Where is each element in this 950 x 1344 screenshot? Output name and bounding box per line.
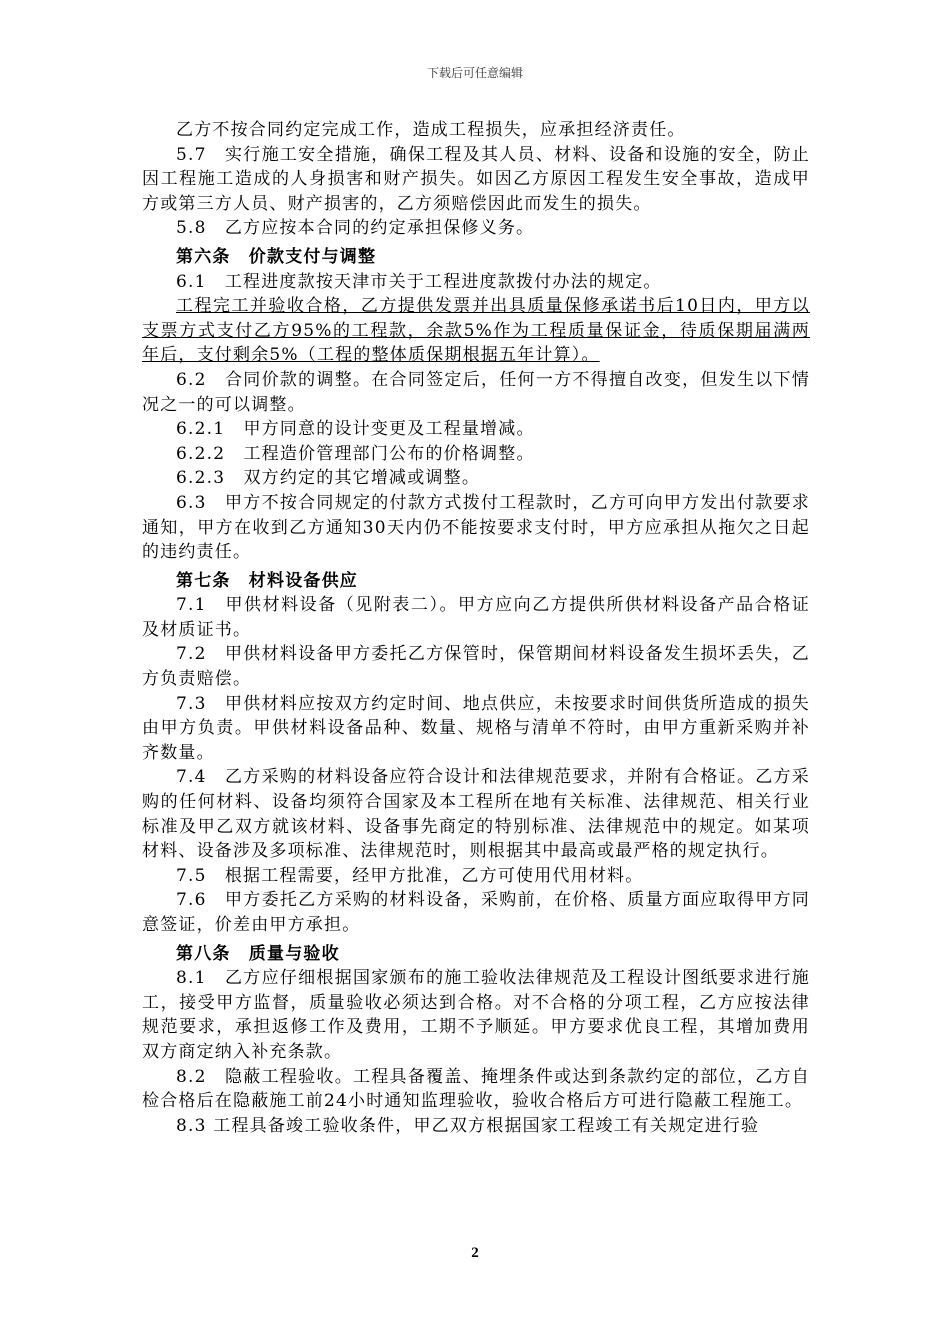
page-number: 2: [471, 1245, 479, 1261]
paragraph: 6.2 合同价款的调整。在合同签定后，任何一方不得擅自改变，但发生以下情况之一的可以调整。: [142, 369, 810, 415]
paragraph: 6.2.1 甲方同意的设计变更及工程量增减。: [176, 419, 535, 440]
paragraph: 7.1 甲供材料设备（见附表二）。甲方应向乙方提供所供材料设备产品合格证及材质证书。: [142, 595, 810, 640]
paragraph: 8.1 乙方应仔细根据国家颁布的施工验收法律规范及工程设计图纸要求进行施工，接受甲方监督，质量验收必须达到合格。对不合格的分项工程，乙方应按法律规范要求，承担返修工作及费用，工期不予顺延。甲方要求优良工程，其增加费用双方商定纳入补充条款。: [142, 968, 810, 1062]
paragraph: 6.2.2 工程造价管理部门公布的价格调整。: [176, 443, 535, 464]
paragraph: 乙方不按合同约定完成工作，造成工程损失，应承担经济责任。: [176, 120, 686, 140]
section-heading: 第六条 价款支付与调整: [176, 246, 377, 267]
paragraph: 5.8 乙方应按本合同的约定承担保修义务。: [176, 218, 535, 239]
paragraph: 8.2 隐蔽工程验收。工程具备覆盖、掩埋条件或达到条款约定的部位，乙方自检合格后在隐蔽施工前24小时通知监理验收，验收合格后方可进行隐蔽工程施工。: [142, 1066, 810, 1112]
paragraph: 8.3 工程具备竣工验收条件，甲乙双方根据国家工程竣工有关规定进行验: [176, 1115, 760, 1136]
paragraph: 工程完工并验收合格，乙方提供发票并出具质量保修承诺书后10日内，甲方以支票方式支付乙方95%的工程款，余款5%作为工程质量保证金，待质保期届满两年后，支付剩余5%（工程的整体质保期根据五年计算）。: [142, 296, 810, 366]
paragraph: 6.3 甲方不按合同规定的付款方式拨付工程款时，乙方可向甲方发出付款要求通知，甲方在收到乙方通知30天内仍不能按要求支付时，甲方应承担从拖欠之日起的违约责任。: [142, 492, 810, 563]
paragraph: 7.5 根据工程需要，经甲方批准，乙方可使用代用材料。: [176, 865, 644, 886]
paragraph: 6.2.3 双方约定的其它增减或调整。: [176, 468, 481, 489]
paragraph: 6.1 工程进度款按天津市关于工程进度款拨付办法的规定。: [176, 271, 662, 292]
paragraph: 5.7 实行施工安全措施，确保工程及其人员、材料、设备和设施的安全，防止因工程施工造成的人身损害和财产损失。如因乙方原因工程发生安全事故，造成甲方或第三方人员、财产损害的，乙方须赔偿因此而发生的损失。: [142, 144, 810, 214]
paragraph: 7.3 甲供材料应按双方约定时间、地点供应，未按要求时间供货所造成的损失由甲方负责。甲供材料设备品种、数量、规格与清单不符时，由甲方重新采购并补齐数量。: [142, 693, 810, 763]
contract-body: [142, 118, 810, 1138]
paragraph: 7.2 甲供材料设备甲方委托乙方保管时，保管期间材料设备发生损坏丢失，乙方负责赔偿。: [142, 644, 810, 690]
paragraph: 7.6 甲方委托乙方采购的材料设备，采购前，在价格、质量方面应取得甲方同意签证，价差由甲方承担。: [142, 890, 810, 935]
section-heading: 第七条 材料设备供应: [176, 570, 358, 591]
paragraph: 7.4 乙方采购的材料设备应符合设计和法律规范要求，并附有合格证。乙方采购的任何材料、设备均须符合国家及本工程所在地有关标准、法律规范、相关行业标准及甲乙双方就该材料、设备事先商定的特别标准、法律规范中的规定。如某项材料、设备涉及多项标准、法律规范时，则根据其中最高或最严格的规定执行。: [142, 767, 810, 862]
section-heading: 第八条 质量与验收: [176, 943, 340, 964]
header-note: 下载后可任意编辑: [426, 66, 523, 80]
